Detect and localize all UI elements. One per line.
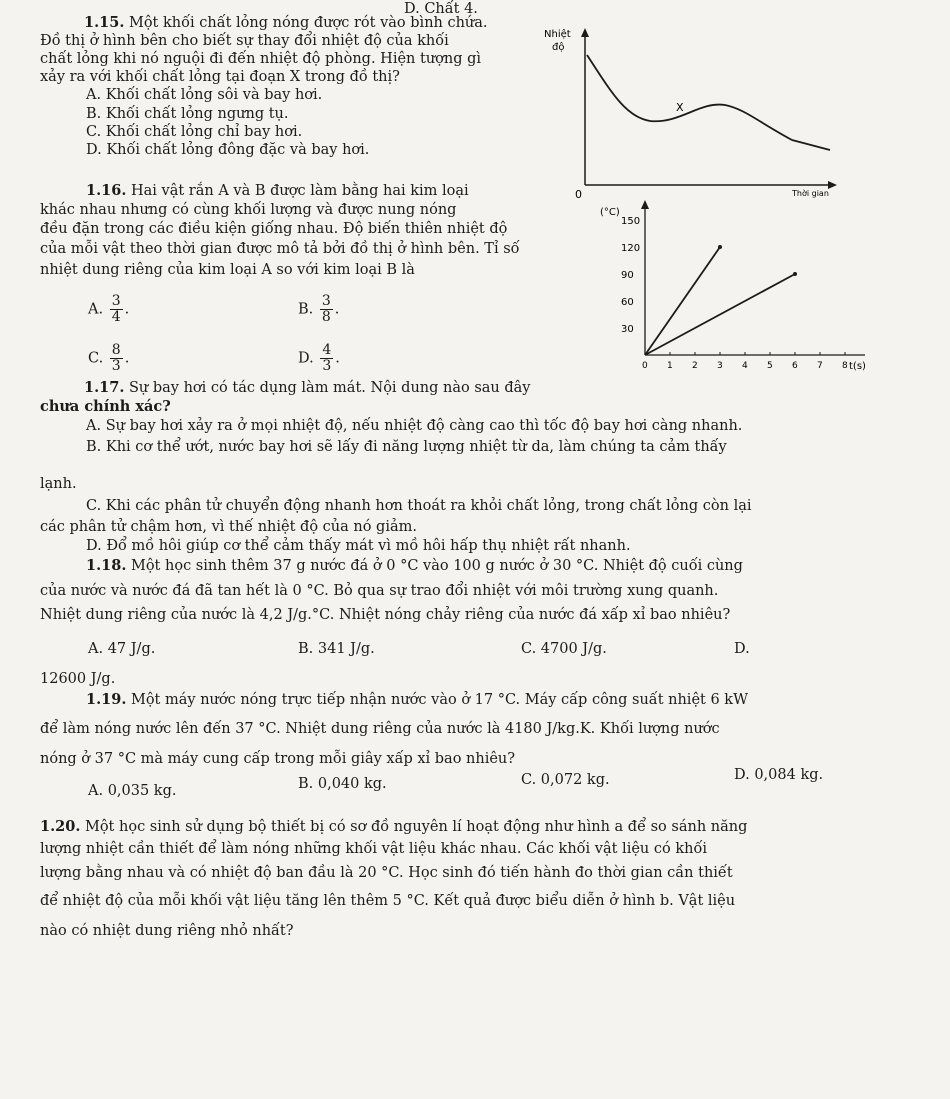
- option-b: B. 341 J/g.: [298, 641, 375, 657]
- option-a: A. 47 J/g.: [88, 641, 156, 657]
- y-tick-label: 150: [621, 216, 641, 227]
- question-1-19-line-1: 1.19. Một máy nước nóng trực tiếp nhận nước vào ở 17 °C. Máy cấp công suất nhiệt 6 kW: [86, 691, 748, 708]
- option-c: C. 0,072 kg.: [521, 772, 610, 788]
- origin-label: 0: [575, 188, 582, 200]
- x-axis-arrow: [828, 181, 837, 189]
- x-tick-label: 2: [692, 361, 698, 371]
- x-tick-label: 7: [817, 361, 823, 371]
- question-1-16-line-2: khác nhau nhưng có cùng khối lượng và được nung nóng: [40, 202, 457, 218]
- question-number: 1.16.: [86, 182, 127, 199]
- series-line-A: [645, 247, 720, 355]
- option-d: D.: [734, 641, 750, 657]
- series-line-B: [645, 274, 795, 355]
- option-c: C. Khối chất lỏng chỉ bay hơi.: [86, 124, 303, 140]
- question-1-18-line-1: 1.18. Một học sinh thêm 37 g nước đá ở 0 °C vào 100 g nước ở 30 °C. Nhiệt độ cuối cùng: [86, 557, 743, 574]
- y-tick-label: 60: [621, 297, 634, 308]
- question-1-20-line-2: lượng nhiệt cần thiết để làm nóng những khối vật liệu khác nhau. Các khối vật liệu có khối: [40, 841, 707, 857]
- y-label-1: Nhiệt: [544, 29, 571, 40]
- temperature-time-chart: [585, 195, 885, 385]
- question-1-16-line-5: nhiệt dung riêng của kim loại A so với kim loại B là: [40, 262, 415, 278]
- x-tick-label: 0: [642, 361, 648, 371]
- x-tick-label: 5: [767, 361, 773, 371]
- question-1-15-line-4: xảy ra với khối chất lỏng tại đoạn X trong đồ thị?: [40, 69, 400, 85]
- option-b: B. 0,040 kg.: [298, 776, 387, 792]
- option-d: D. Khối chất lỏng đông đặc và bay hơi.: [86, 142, 370, 158]
- cooling-curve-graph: [530, 25, 850, 200]
- question-1-19-line-2: để làm nóng nước lên đến 37 °C. Nhiệt dung riêng của nước là 4180 J/kg.K. Khối lượng nước: [40, 721, 720, 737]
- option-d-value: 12600 J/g.: [40, 671, 116, 687]
- question-1-20-line-1: 1.20. Một học sinh sử dụng bộ thiết bị có sơ đồ nguyên lí hoạt động như hình a để so sánh năng: [40, 818, 748, 835]
- y-axis-label: (°C): [600, 207, 620, 218]
- question-1-16-line-3: đều đặn trong các điều kiện giống nhau. Độ biến thiên nhiệt độ: [40, 221, 508, 237]
- x-label: Thời gian: [792, 189, 829, 198]
- x-tick-label: 4: [742, 361, 748, 371]
- question-1-19-line-3: nóng ở 37 °C mà máy cung cấp trong mỗi giây xấp xỉ bao nhiêu?: [40, 751, 516, 767]
- question-1-18-line-2: của nước và nước đá đã tan hết là 0 °C. Bỏ qua sự trao đổi nhiệt với môi trường xung quanh.: [40, 583, 719, 599]
- question-1-20-line-3: lượng bằng nhau và có nhiệt độ ban đầu là 20 °C. Học sinh đó tiến hành đo thời gian cần thiết: [40, 865, 733, 881]
- fraction: $\frac{4}{3}$: [322, 342, 332, 374]
- fraction: $\frac{3}{8}$: [321, 293, 331, 325]
- option-b: B. $\frac{3}{8}$ .: [298, 293, 340, 325]
- x-axis-label: t(s): [849, 361, 866, 372]
- option-b: B. Khi cơ thể ướt, nước bay hơi sẽ lấy đi năng lượng nhiệt từ da, làm chúng ta cảm thấy: [86, 439, 727, 455]
- question-1-15-line-2: Đồ thị ở hình bên cho biết sự thay đổi nhiệt độ của khối: [40, 33, 449, 49]
- cooling-curve: [587, 55, 830, 150]
- question-1-16-line-4: của mỗi vật theo thời gian được mô tả bởi đồ thị ở hình bên. Tỉ số: [40, 241, 520, 257]
- segment-x-label: X: [676, 101, 684, 114]
- x-tick-label: 6: [792, 361, 798, 371]
- series-endpoint-B: [793, 272, 797, 276]
- question-number: 1.19.: [86, 691, 127, 708]
- question-number: 1.17.: [84, 379, 125, 396]
- question-1-17-line-1: 1.17. Sự bay hơi có tác dụng làm mát. Nội dung nào sau đây: [84, 379, 531, 396]
- option-a: A. 0,035 kg.: [88, 783, 177, 799]
- option-b: B. Khối chất lỏng ngưng tụ.: [86, 106, 289, 122]
- option-c: C. 4700 J/g.: [521, 641, 607, 657]
- question-number: 1.18.: [86, 557, 127, 574]
- series-endpoint-A: [718, 245, 722, 249]
- option-a: A. Sự bay hơi xảy ra ở mọi nhiệt độ, nếu nhiệt độ càng cao thì tốc độ bay hơi càng nhanh.: [86, 418, 743, 434]
- question-1-17-line-2: chưa chính xác?: [40, 398, 171, 415]
- y-tick-label: 90: [621, 270, 634, 281]
- question-1-20-line-5: nào có nhiệt dung riêng nhỏ nhất?: [40, 923, 294, 939]
- x-tick-label: 3: [717, 361, 723, 371]
- y-axis-arrow: [641, 200, 649, 209]
- option-a: A. Khối chất lỏng sôi và bay hơi.: [86, 87, 323, 103]
- question-1-15-line-3: chất lỏng khi nó nguội đi đến nhiệt độ phòng. Hiện tượng gì: [40, 51, 482, 67]
- option-c: C. Khi các phân tử chuyển động nhanh hơn thoát ra khỏi chất lỏng, trong chất lỏng còn lại: [86, 498, 752, 514]
- question-1-18-line-3: Nhiệt dung riêng của nước là 4,2 J/g.°C. Nhiệt nóng chảy riêng của nước đá xấp xỉ bao nhiêu?: [40, 607, 731, 623]
- fraction: $\frac{8}{3}$: [111, 342, 121, 374]
- y-tick-label: 30: [621, 324, 634, 335]
- option-d: D. $\frac{4}{3}$ .: [298, 342, 340, 374]
- x-tick-label: 1: [667, 361, 673, 371]
- option-c: C. $\frac{8}{3}$ .: [88, 342, 130, 374]
- question-1-15-line-1: 1.15. Một khối chất lỏng nóng được rót vào bình chứa.: [84, 14, 488, 31]
- y-axis-arrow: [581, 28, 589, 37]
- question-1-20-line-4: để nhiệt độ của mỗi khối vật liệu tăng lên thêm 5 °C. Kết quả được biểu diễn ở hình b. Vật liệu: [40, 893, 736, 909]
- y-label-2: độ: [552, 42, 565, 53]
- previous-option-d: D. Chất 4.: [404, 1, 478, 17]
- x-tick-label: 8: [842, 361, 848, 371]
- y-tick-label: 120: [621, 243, 641, 254]
- question-number: 1.20.: [40, 818, 81, 835]
- option-d: D. 0,084 kg.: [734, 767, 824, 783]
- option-c-cont: các phân tử chậm hơn, vì thế nhiệt độ của nó giảm.: [40, 519, 417, 535]
- option-d: D. Đổ mồ hôi giúp cơ thể cảm thấy mát vì mồ hôi hấp thụ nhiệt rất nhanh.: [86, 538, 631, 554]
- question-number: 1.15.: [84, 14, 125, 31]
- fraction: $\frac{3}{4}$: [111, 293, 121, 325]
- question-1-16-line-1: 1.16. Hai vật rắn A và B được làm bằng hai kim loại: [86, 182, 469, 199]
- option-a: A. $\frac{3}{4}$ .: [88, 293, 130, 325]
- option-b-cont: lạnh.: [40, 476, 77, 492]
